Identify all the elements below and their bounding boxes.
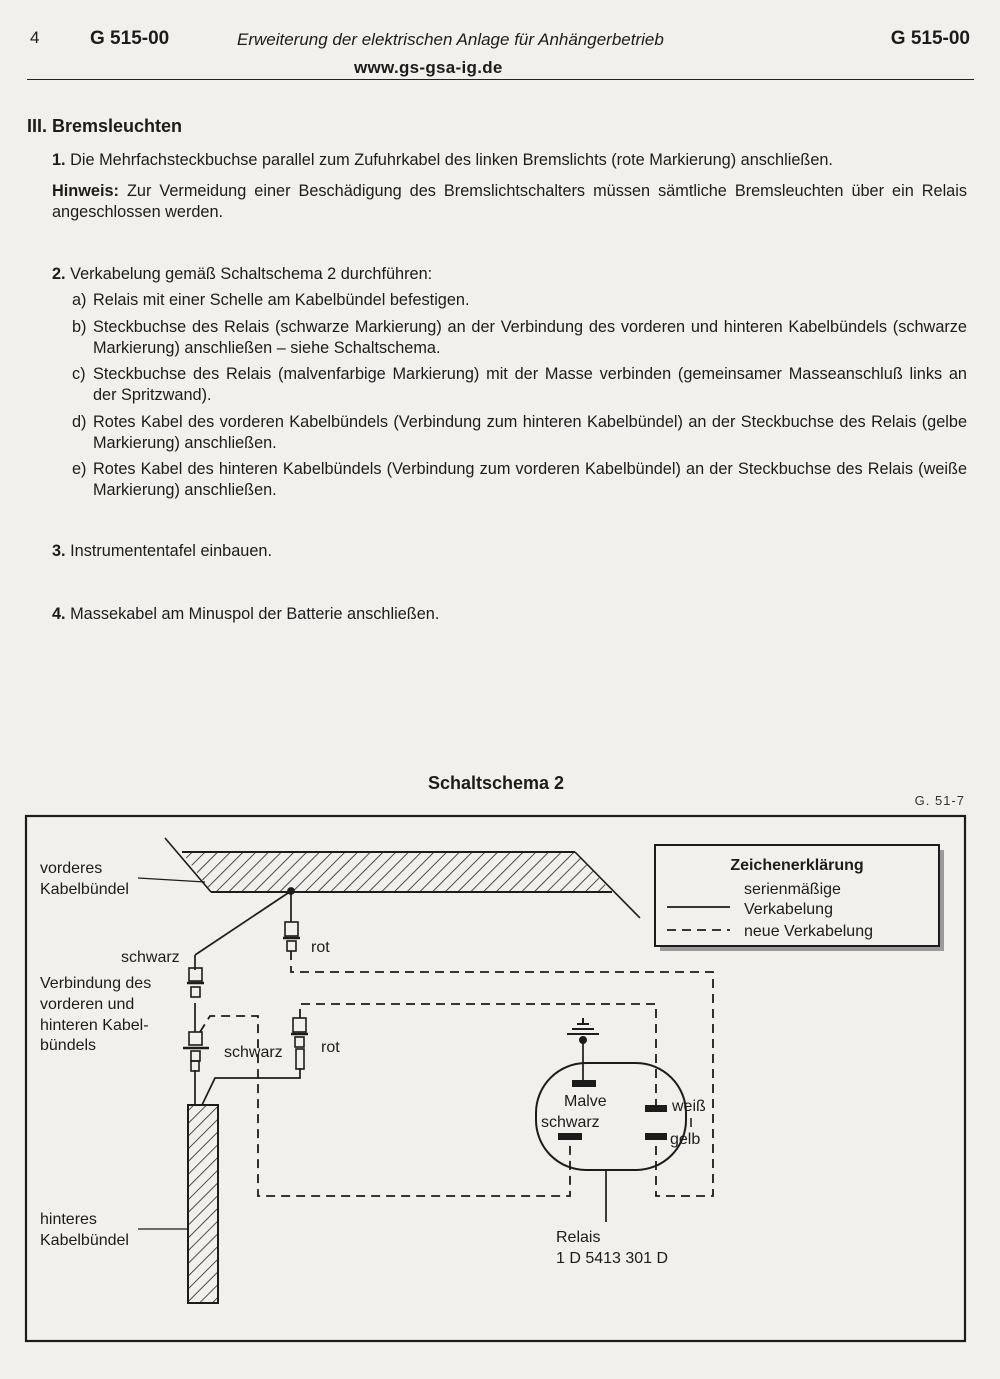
step-1-number: 1. [52,151,66,169]
note-label: Hinweis: [52,182,119,200]
item-label: e) [72,460,87,478]
diagram-title: Schaltschema 2 [427,773,565,793]
item-label: d) [72,413,87,431]
label-rear-bundle-2: Kabelbündel [40,1232,129,1249]
label-rear-bundle-1: hinteres [40,1211,97,1228]
step-1-text: Die Mehrfachsteckbuchse parallel zum Zufuhrkabel des linken Bremslichts (rote Markierung) anschließen. [70,151,833,169]
label-gelb: gelb [670,1131,701,1148]
new-wiring [200,951,713,1196]
item-label: a) [72,291,87,309]
label-schwarz-relay: schwarz [541,1114,600,1131]
legend-solid-label-1: serienmäßige [744,881,841,898]
label-connection-3: hinteren Kabel- [40,1017,149,1034]
label-connection-2: vorderen und [40,996,135,1013]
step-4-text: Massekabel am Minuspol der Batterie anschließen. [70,605,440,623]
legend-title: Zeichenerklärung [730,857,864,874]
note-text: Zur Vermeidung einer Beschädigung des Bremslichtschalters müssen sämtliche Bremsleuchten über ein Relais angeschlossen werden. [52,182,967,221]
front-cable-bundle [165,838,640,918]
label-schwarz-mid: schwarz [224,1044,283,1061]
section-title: III. Bremsleuchten [27,116,183,136]
label-rot-mid: rot [321,1039,340,1056]
item-label: c) [72,365,86,383]
step-2-text: Verkabelung gemäß Schaltschema 2 durchführen: [70,265,433,283]
label-relay-1: Relais [556,1229,601,1246]
label-schwarz-top: schwarz [121,949,180,966]
document-title: Erweiterung der elektrischen Anlage für Anhängerbetrieb [237,30,664,49]
page-number: 4 [30,28,40,47]
figure-reference: G. 51-7 [914,793,965,808]
step-4-number: 4. [52,605,66,623]
ground-icon [567,1018,599,1043]
legend-solid-label-2: Verkabelung [744,901,833,918]
item-text: Rotes Kabel des vorderen Kabelbündels (Verbindung zum hinteren Kabelbündel) an der Steckbuchse des Relais (gelbe Markierung) anschließen. [93,413,967,452]
item-text: Relais mit einer Schelle am Kabelbündel befestigen. [93,291,470,309]
label-weiss: weiß [672,1098,706,1115]
step-2-number: 2. [52,265,66,283]
label-front-bundle-1: vorderes [40,860,103,877]
document-code-left: G 515-00 [90,28,170,49]
step-3-text: Instrumententafel einbauen. [70,542,272,560]
label-rot-top: rot [311,939,330,956]
label-relay-2: 1 D 5413 301 D [556,1250,669,1267]
label-connection-1: Verbindung des [40,975,152,992]
label-front-bundle-2: Kabelbündel [40,881,129,898]
item-label: b) [72,318,87,336]
website-watermark: www.gs-gsa-ig.de [354,58,503,77]
step-3-number: 3. [52,542,66,560]
item-text: Steckbuchse des Relais (schwarze Markierung) an der Verbindung des vorderen und hinteren Kabelbündels (schwarze Markierung) anschließen – siehe Schaltschema. [93,318,967,357]
document-code-right: G 515-00 [890,28,970,49]
legend-dashed-label: neue Verkabelung [744,923,873,940]
item-text: Steckbuchse des Relais (malvenfarbige Markierung) mit der Masse verbinden (gemeinsamer Masseanschluß links an der Spritzwand). [93,365,967,404]
legend [655,845,944,951]
label-connection-4: bündels [40,1037,97,1054]
label-malve: Malve [564,1093,607,1110]
item-text: Rotes Kabel des hinteren Kabelbündels (Verbindung zum vorderen Kabelbündel) an der Steckbuchse des Relais (weiße Markierung) anschließen. [93,460,967,499]
rear-cable-bundle [188,1105,218,1303]
